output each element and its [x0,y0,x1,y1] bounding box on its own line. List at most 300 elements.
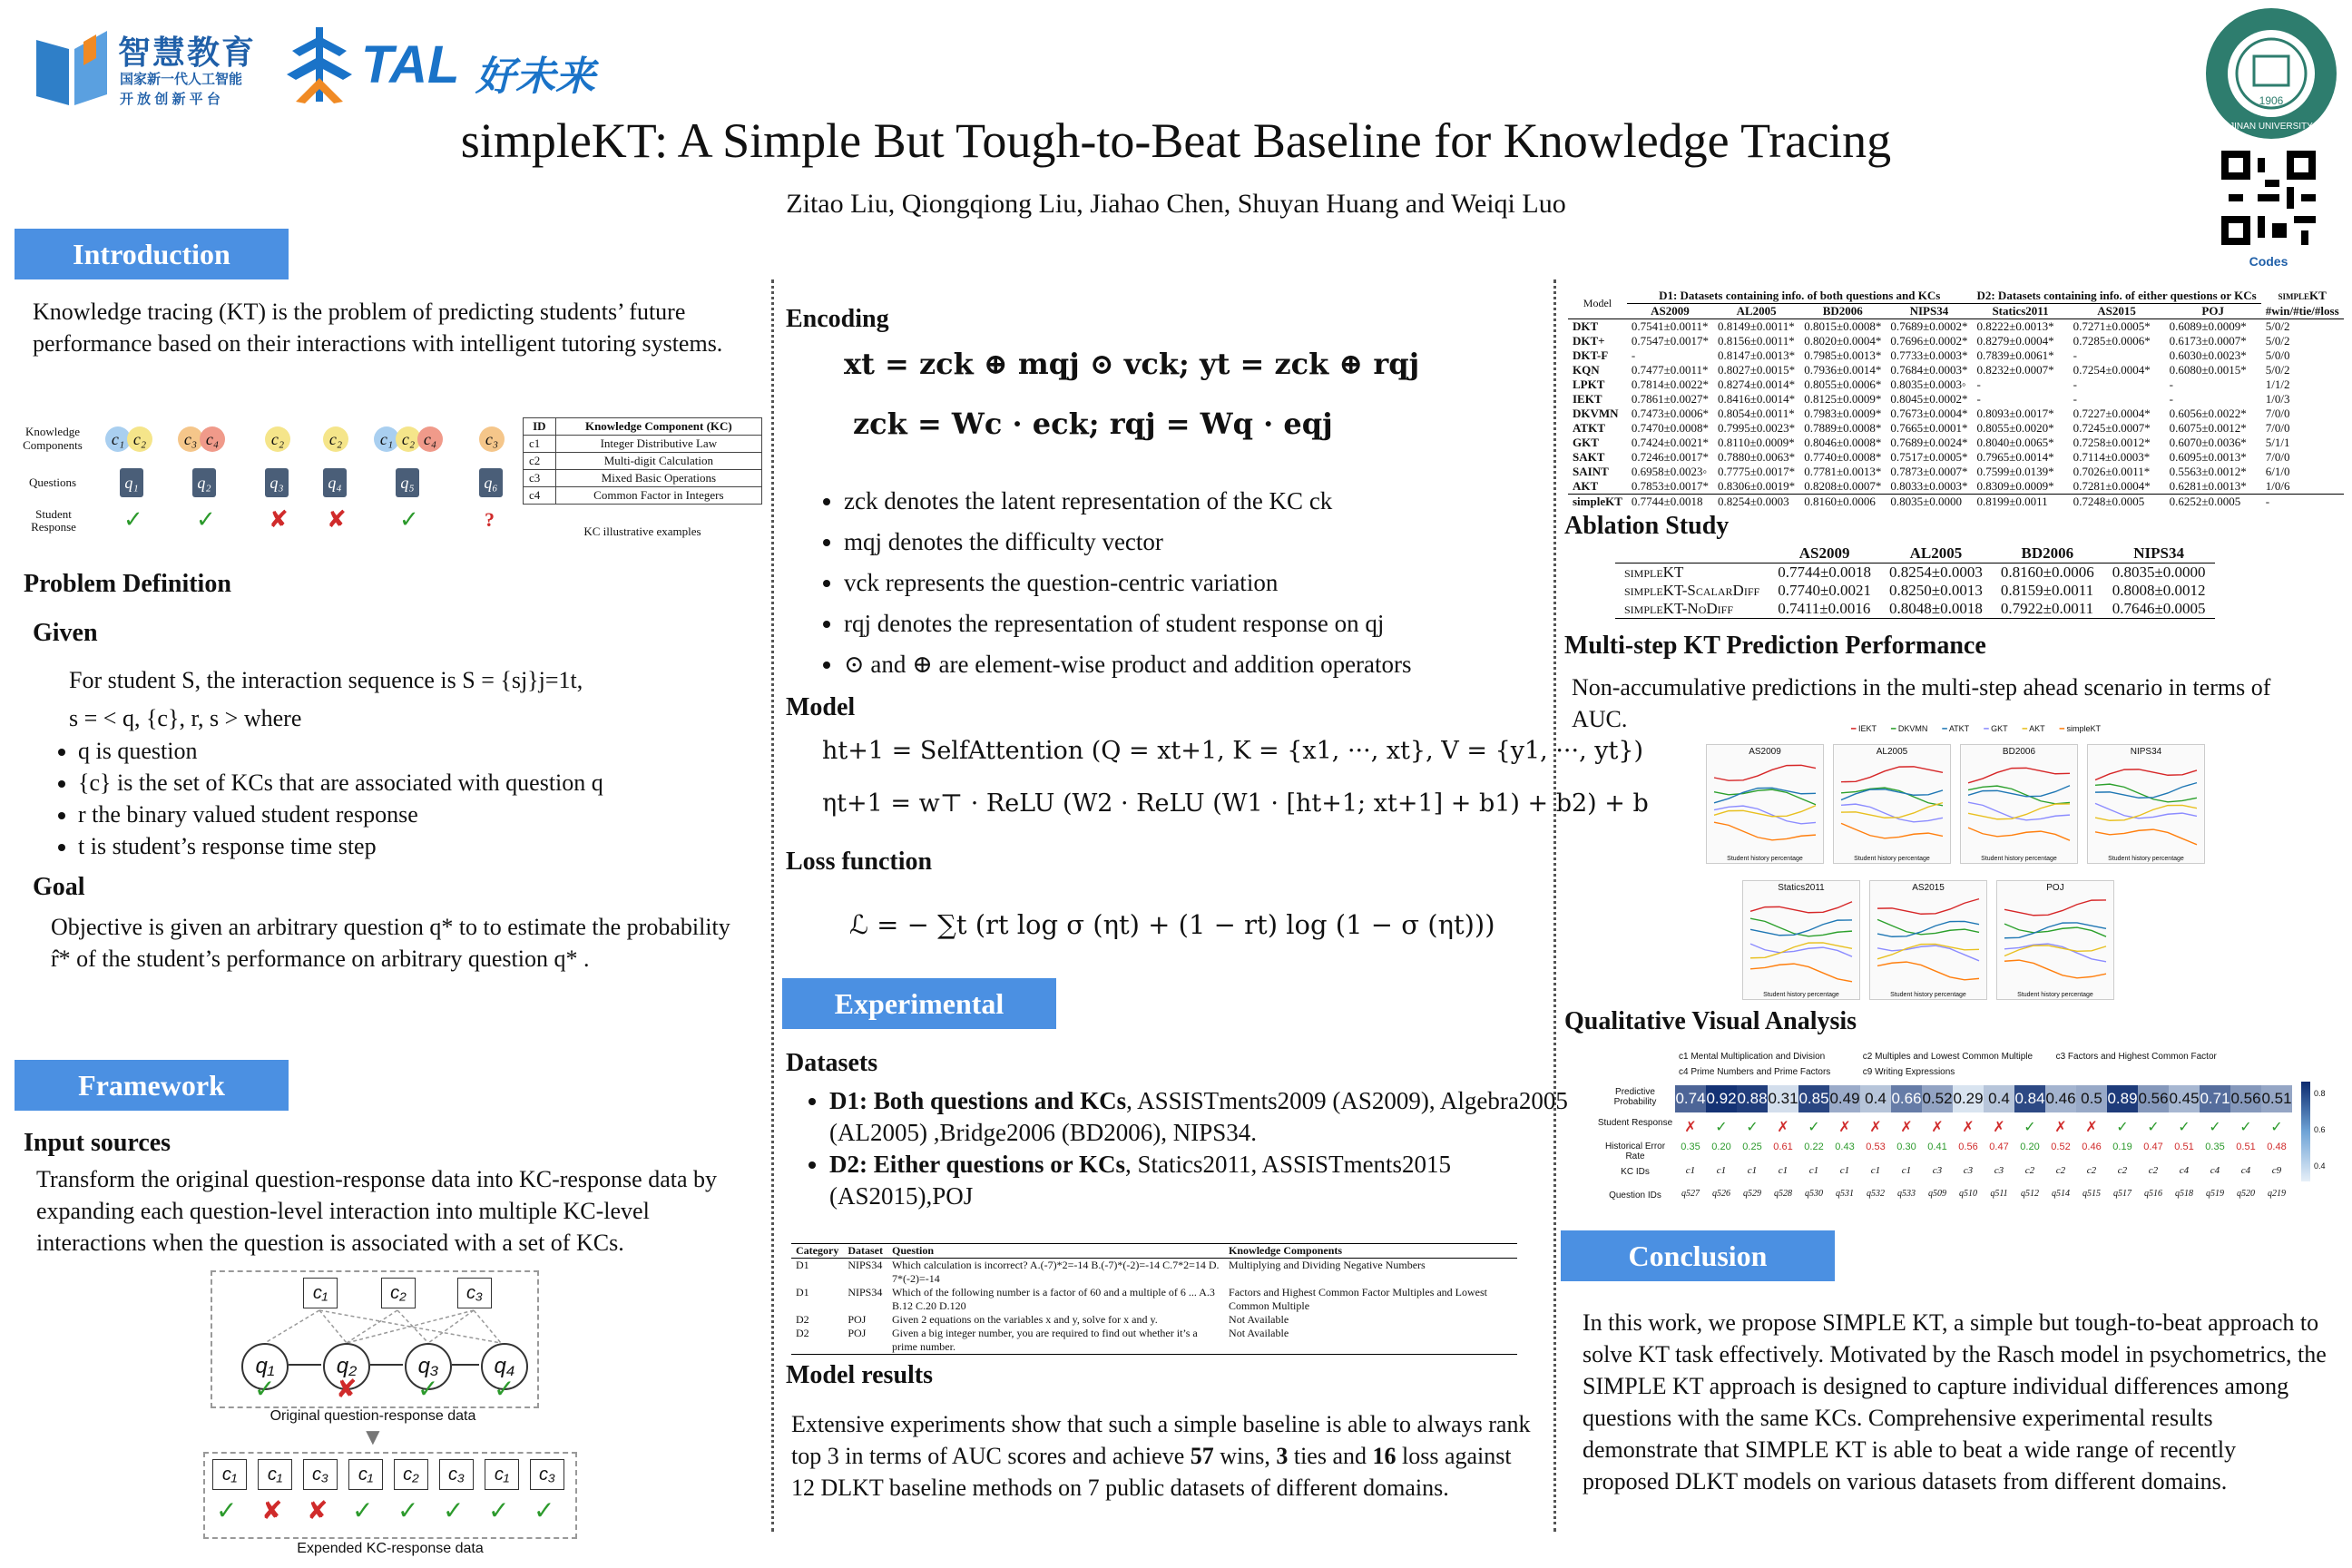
kc-table [523,417,762,505]
multistep-chart [1742,880,1860,1000]
kc-id-cell: c1 [1839,1165,1850,1176]
kc-id-cell: c1 [1901,1165,1912,1176]
cat-table-header: Category [791,1244,843,1259]
result-cell: - [1631,348,1636,362]
kc-id-cell: c4 [2210,1165,2220,1176]
kc-id: c2 [524,453,556,470]
result-cell: 0.8125±0.0009* [1804,392,1882,406]
response-row [1675,1118,2292,1138]
question-icon: q₅ [396,468,419,497]
kc-id-cell: c4 [2240,1165,2251,1176]
codes-label: Codes [2249,254,2288,269]
tal-cn-text: 好未来 [475,54,595,99]
check-icon: ✓ [196,506,216,533]
kc-id-cell: c2 [2117,1165,2128,1176]
results-simplekt-header: simpleKT [2278,289,2327,303]
result-cell: 0.7689±0.0024* [1890,436,1968,449]
dataset-d2-label: D2: Either questions or KCs [829,1151,1126,1178]
kc-circle: c₄ [200,426,225,452]
kc-circle: c₃ [178,426,203,452]
series-line [1841,789,1943,800]
response-mark: ✓ [2147,1120,2160,1135]
result-cell: 0.7246±0.0017* [1631,450,1710,464]
question-id-cell: q526 [1712,1189,1730,1199]
result-cell: 0.7281±0.0004* [2073,479,2151,493]
result-cell: 0.7477±0.0011* [1631,363,1709,377]
loss-function-heading: Loss function [786,848,933,876]
check-icon: ✓ [494,1375,515,1403]
loss-count: 16 [1372,1443,1396,1469]
response-mark: ✗ [1777,1120,1789,1135]
row-label-questions: Questions [29,475,76,489]
colorbar-tick: 0.8 [2314,1089,2326,1098]
datasets-heading: Datasets [786,1049,878,1077]
chart-xlabel: Student history percentage [1981,856,2057,862]
table-row [1568,436,2344,450]
chart-xlabel: Student history percentage [1854,856,1930,862]
question-id-cell: q509 [1928,1189,1946,1199]
results-text-part: Extensive experiments show that such a simple baseline is able to always rank top 3 in terms of AUC scores and achieve [791,1411,1531,1469]
results-table-body [1568,319,2344,510]
row-label-error: Historical Error Rate [1604,1142,1666,1161]
cat-cell: Multiplying and Dividing Negative Numbers [1229,1259,1426,1271]
error-rate-cell: 0.51 [2236,1142,2256,1152]
ablation-col-header: AL2005 [1909,544,1963,562]
kc-name: Integer Distributive Law [555,436,761,453]
chart-xlabel: Student history percentage [2108,856,2184,862]
result-cell: 0.7689±0.0002* [1890,319,1968,333]
column-divider-left [771,279,774,1532]
model-name: SAKT [1573,450,1605,464]
series-line [1750,918,1852,936]
check-icon: ✓ [488,1496,510,1524]
cross-icon: ✘ [336,1375,358,1403]
legend-item: ━ DKVMN [1890,724,1928,733]
results-col-header: AS2015 [2097,304,2136,318]
model-heading: Model [786,693,856,721]
result-cell: 0.8222±0.0013* [1976,319,2054,333]
kc-id: c1 [524,436,556,453]
ablation-cell: 0.7922±0.0011 [2000,600,2094,617]
question-id-cell: q519 [2206,1189,2224,1199]
result-cell: 0.7254±0.0004* [2073,363,2151,377]
framework-text: Transform the original question-response data into KC-response data by expanding each question-level interaction into multiple KC-level interactions when the question is associated with a set of KCs. [36,1166,718,1256]
result-cell: 0.8046±0.0008* [1804,436,1882,449]
question-id-cell: q219 [2268,1189,2286,1199]
expanded-data-box [203,1452,577,1539]
qualitative-heading: Qualitative Visual Analysis [1564,1007,1857,1035]
multistep-chart [1833,744,1951,864]
result-cell: 0.7889±0.0008* [1804,421,1882,435]
column-divider-right [1553,279,1556,1532]
model-name: SAINT [1573,465,1609,478]
table-row [791,1286,1517,1313]
chart-xlabel: Student history percentage [2017,992,2093,998]
result-cell: 0.6095±0.0013* [2169,450,2247,464]
table-row [1568,450,2344,465]
cat-table-header: Dataset [843,1244,887,1259]
encoding-heading: Encoding [786,305,889,333]
kc-id-cell: c3 [1932,1165,1943,1176]
model-name: DKT+ [1573,334,1605,348]
result-cell: 0.7665±0.0001* [1890,421,1968,435]
table-row [1615,582,2215,600]
series-line [1841,823,1943,838]
wins-count: 57 [1190,1443,1214,1469]
response-mark: ✗ [1900,1120,1913,1135]
kc-id-cell: c2 [2055,1165,2066,1176]
seal-year: 1906 [2259,94,2284,107]
error-rate-cell: 0.41 [1927,1142,1947,1152]
model-name: LPKT [1573,377,1605,391]
result-cell: 0.7861±0.0027* [1631,392,1710,406]
result-cell: 0.7733±0.0003* [1890,348,1968,362]
given-line1: For student S, the interaction sequence is S = {sj}j=1t, [69,667,583,693]
cross-icon: ✘ [261,1496,283,1524]
series-line [1714,765,1816,780]
error-rate-cell: 0.19 [2112,1142,2132,1152]
kc-table-caption: KC illustrative examples [583,524,701,538]
given-line2: s = < q, {c}, r, s > where [69,705,302,731]
result-cell: - [2169,392,2173,406]
kc-circle: c₂ [396,426,421,452]
ablation-model: simpleKT [1624,564,1684,581]
ablation-cell: 0.8254±0.0003 [1889,564,1983,581]
row-label-response: Student Response [31,507,76,534]
series-line [2095,829,2197,845]
ablation-heading: Ablation Study [1564,512,1730,540]
response-mark: ✓ [1746,1120,1759,1135]
kc-id-cell: c1 [1808,1165,1819,1176]
zhihui-logo [33,22,260,113]
result-cell: 0.7744±0.0018 [1631,495,1703,508]
table-row [1568,377,2344,392]
ablation-cell: 0.8159±0.0011 [2000,582,2094,599]
encoding-equation-2: zck = Wc · eck; rqj = Wq · eqj [853,407,1333,441]
cat-cell: Which calculation is incorrect? A.(-7)*2=-14 B.(-7)*(-2)=-14 C.7*2=14 D. 7*(-2)=-14 [891,1259,1220,1285]
conclusion-heading: Conclusion [1561,1230,1835,1281]
model-name: DKVMN [1573,407,1619,420]
probability-cell: 0.89 [2107,1085,2138,1112]
kc-legend [1679,1049,2241,1080]
chart-xlabel: Student history percentage [1890,992,1966,998]
check-icon: ✓ [417,1375,439,1403]
result-cell: 0.8035±0.0000 [1890,495,1962,508]
error-rate-cell: 0.20 [1711,1142,1731,1152]
error-rate-cell: 0.43 [1835,1142,1855,1152]
encoding-bullets [813,481,1570,685]
question-id-cell: q512 [2021,1189,2039,1199]
question-node: q₁ [241,1343,289,1390]
cat-cell: NIPS34 [848,1286,883,1298]
table-row [791,1327,1517,1355]
ablation-model: simpleKT-ScalarDiff [1624,582,1760,599]
model-name: DKT [1573,319,1599,333]
kc-box: c₃ [457,1278,492,1308]
kc-legend-item: c1 Mental Multiplication and Division [1679,1052,1826,1062]
ties-count: 3 [1276,1443,1289,1469]
cat-cell: Given a big integer number, you are required to find out whether it’s a prime number. [891,1327,1198,1353]
question-id-cell: q530 [1805,1189,1823,1199]
question-node: q₃ [405,1343,452,1390]
kc-id-cell: c1 [1747,1165,1758,1176]
response-mark: ✗ [1962,1120,1975,1135]
dataset-d2 [829,1149,1573,1212]
colorbar [2301,1082,2310,1181]
question-icon: q₁ [120,468,143,497]
org-cn-sub2: 开 放 创 新 平 台 [120,92,220,107]
chart-title: BD2006 [2002,747,2036,757]
series-line [1714,789,1816,805]
authors: Zitao Liu, Qiongqiong Liu, Jiahao Chen, Shuyan Huang and Weiqi Luo [786,189,1566,219]
result-cell: 0.6075±0.0012* [2169,421,2247,435]
response-mark: ✓ [2024,1120,2036,1135]
probability-cell: 0.88 [1737,1085,1768,1112]
kc-id-cell: c9 [2271,1165,2282,1176]
result-cell: 0.8160±0.0006 [1804,495,1876,508]
expanded-data-caption: Expended KC-response data [297,1541,484,1556]
goal-text: Objective is given an arbitrary question q* to to estimate the probability r̂* of the student’s performance on arbitrary question q* . [51,914,730,972]
model-equation-2: ηt+1 = w⊤ · ReLU (W2 · ReLU (W1 · [ht+1; xt+1] + b1) + b2) + b [822,789,1649,818]
cat-cell: Not Available [1229,1313,1289,1326]
kc-circle: c₂ [323,426,348,452]
result-cell: 0.8147±0.0013* [1718,348,1796,362]
table-row [1568,465,2344,479]
result-cell: 1/0/3 [2265,392,2290,406]
encoding-bullet: • mqj denotes the difficulty vector [844,522,1570,563]
probability-cell: 0.52 [1922,1085,1953,1112]
arrow-down-icon: ▼ [361,1423,385,1450]
row-label-kc: Knowledge Components [23,425,83,452]
check-icon: ✓ [443,1496,465,1524]
legend-item: ━ IEKT [1851,724,1877,733]
error-rate-cell: 0.35 [2205,1142,2225,1152]
kc-circle: c₁ [105,426,131,452]
kc-box: c₁ [303,1278,338,1308]
book-icon [33,22,111,109]
error-rate-cell: 0.53 [1866,1142,1886,1152]
result-cell: - [2073,348,2077,362]
response-mark: ✓ [2116,1120,2129,1135]
result-cell: 0.7965±0.0014* [1976,450,2054,464]
results-col-header: POJ [2201,304,2224,318]
encoding-equation-1: xt = zck ⊕ mqj ⊙ vck; yt = zck ⊕ rqj [844,347,1420,381]
model-name: ATKT [1573,421,1605,435]
error-rate-cell: 0.48 [2267,1142,2287,1152]
question-id-cell: q514 [2052,1189,2070,1199]
result-cell: - [1976,392,1981,406]
model-results-text [791,1408,1535,1504]
kc-circle: c₂ [127,426,152,452]
ablation-cell: 0.8008±0.0012 [2112,582,2206,599]
probability-cell: 0.31 [1768,1085,1798,1112]
question-icon: q₃ [265,468,289,497]
check-icon: ✓ [534,1496,555,1524]
result-cell: 0.7673±0.0004* [1890,407,1968,420]
result-cell: 1/1/2 [2265,377,2290,391]
result-cell: 7/0/0 [2265,450,2290,464]
model-name: GKT [1573,436,1599,449]
result-cell: 0.7541±0.0011* [1631,319,1709,333]
kc-box: c₁ [485,1459,519,1490]
table-row [1568,319,2344,335]
intro-text: Knowledge tracing (KT) is the problem of predicting students’ future performance based on their interactions with intelligent tutoring systems. [33,299,723,357]
results-d1-header: D1: Datasets containing info. of both questions and KCs [1627,289,1973,304]
result-cell: 0.7470±0.0008* [1631,421,1710,435]
cat-cell: D2 [796,1313,809,1326]
result-cell: 0.7599±0.0139* [1976,465,2054,478]
cat-cell: D1 [796,1286,809,1298]
datasets-list [799,1085,1573,1212]
question-node: q₄ [481,1343,528,1390]
legend-item: ━ simpleKT [2059,724,2102,733]
dataset-d1-label: D1: Both questions and KCs [829,1087,1127,1114]
error-rate-cell: 0.51 [2174,1142,2194,1152]
check-icon: ✓ [216,1496,238,1524]
kc-id-cell: c1 [1716,1165,1727,1176]
table-row [1568,495,2344,510]
multistep-chart [1996,880,2114,1000]
tal-tree-icon [283,24,356,105]
response-mark: ✗ [1684,1120,1697,1135]
result-cell: 0.8055±0.0006* [1804,377,1882,391]
legend-item: ━ GKT [1984,724,2008,733]
error-rate-cell: 0.20 [2020,1142,2040,1152]
result-cell: 0.5563±0.0012* [2169,465,2247,478]
error-rate-cell: 0.22 [1804,1142,1824,1152]
result-cell: 5/0/2 [2265,319,2290,333]
result-cell: 0.8027±0.0015* [1718,363,1796,377]
chart-xlabel: Student history percentage [1727,856,1803,862]
tal-text: TAL [361,35,460,94]
series-line [1714,822,1816,840]
result-cell: 0.6070±0.0036* [2169,436,2247,449]
chart-title: AS2009 [1749,747,1781,757]
kc-illustration-figure [16,414,762,546]
question-id-cell: q527 [1681,1189,1700,1199]
error-rate-cell: 0.35 [1681,1142,1700,1152]
result-cell: 0.8110±0.0009* [1718,436,1795,449]
cat-table-header: Knowledge Components [1224,1244,1517,1259]
probability-cell: 0.71 [2200,1085,2230,1112]
question-id-cell: q518 [2175,1189,2193,1199]
result-cell: 0.8309±0.0009* [1976,479,2054,493]
model-equation-1: ht+1 = SelfAttention (Q = xt+1, K = {x1, ···, xt}, V = {y1, ···, yt}) [822,737,1644,765]
kc-box: c₁ [258,1459,292,1490]
results-d2-header: D2: Datasets containing info. of either questions or KCs [1972,289,2260,304]
model-name: DKT-F [1573,348,1609,362]
cross-icon: ✘ [307,1496,328,1524]
introduction-heading: Introduction [15,229,289,279]
question-icon: q₆ [479,468,503,497]
kc-legend-item: c9 Writing Expressions [1862,1067,1955,1077]
cat-cell: D2 [796,1327,809,1339]
kc-circle: c₄ [417,426,443,452]
result-cell: 0.8093±0.0017* [1976,407,2054,420]
result-cell: - [1976,377,1981,391]
ablation-cell: 0.7646±0.0005 [2112,600,2206,617]
probability-cell: 0.51 [2261,1085,2292,1112]
probability-cell: 0.29 [1953,1085,1984,1112]
question-node: q₂ [323,1343,370,1390]
ablation-cell: 0.7411±0.0016 [1778,600,1871,617]
error-rate-cell: 0.47 [2143,1142,2163,1152]
probability-cell: 0.49 [1829,1085,1860,1112]
result-cell: 0.7740±0.0008* [1804,450,1882,464]
question-id-cell: q516 [2144,1189,2162,1199]
probability-cell: 0.4 [1860,1085,1891,1112]
response-mark: ✗ [1838,1120,1851,1135]
question-id-cell: q528 [1774,1189,1792,1199]
chart-xlabel: Student history percentage [1763,992,1839,998]
result-cell: 0.7227±0.0004* [2073,407,2151,420]
cat-cell: D1 [796,1259,809,1271]
error-rate-cell: 0.56 [1958,1142,1978,1152]
cat-cell: POJ [848,1313,867,1326]
kc-legend-item: c3 Factors and Highest Common Factor [2055,1052,2217,1062]
kc-box: c₃ [530,1459,564,1490]
encoding-bullet: • zck denotes the latent representation of the KC ck [844,481,1570,522]
tal-logo [283,20,610,107]
row-label-kc: KC IDs [1621,1167,1650,1177]
multistep-chart [1706,744,1824,864]
kc-box: c₂ [381,1278,416,1308]
result-cell: 0.8045±0.0002* [1890,392,1968,406]
chart-title: POJ [2046,883,2064,893]
kc-table-kc-header: Knowledge Component (KC) [555,418,761,436]
kc-name: Multi-digit Calculation [555,453,761,470]
cat-table-header: Question [887,1244,1224,1259]
error-rate-cell: 0.46 [2082,1142,2102,1152]
probability-cell: 0.46 [2045,1085,2076,1112]
multistep-chart [1869,880,1987,1000]
kc-id-row [1675,1165,2292,1183]
probability-cell: 0.45 [2169,1085,2200,1112]
model-name: simpleKT [1573,495,1622,508]
question-id-cell: q532 [1867,1189,1885,1199]
result-cell: 0.7114±0.0003* [2073,450,2151,464]
result-cell: 0.8033±0.0003* [1890,479,1968,493]
result-cell: 0.8040±0.0065* [1976,436,2054,449]
series-line [2004,960,2106,978]
ablation-cell: 0.8250±0.0013 [1889,582,1983,599]
problem-definition-heading: Problem Definition [24,570,231,598]
dataset-d1-text: , ASSISTments2009 (AS2009), Algebra2005 (AL2005) ,Bridge2006 (BD2006), NIPS34. [829,1087,1568,1146]
check-icon: ✓ [397,1496,419,1524]
model-name: IEKT [1573,392,1602,406]
kc-legend-item: c2 Multiples and Lowest Common Multiple [1862,1052,2034,1062]
ablation-cell: 0.8160±0.0006 [2000,564,2094,581]
question-id-cell: q529 [1743,1189,1761,1199]
table-row [1615,600,2215,619]
series-line [1877,962,1979,980]
goal-heading: Goal [33,873,85,901]
dataset-examples-table [791,1243,1517,1355]
response-mark: ✗ [1993,1120,2005,1135]
chart-title: NIPS34 [2130,747,2162,757]
results-text-part: ties and [1288,1443,1373,1469]
ablation-cell: 0.7744±0.0018 [1778,564,1872,581]
probability-cell: 0.56 [2230,1085,2261,1112]
response-mark: ✗ [1931,1120,1944,1135]
result-cell: 6/1/0 [2265,465,2290,478]
result-cell: 0.7285±0.0006* [2073,334,2151,348]
result-cell: 0.8020±0.0004* [1804,334,1882,348]
kc-box: c₁ [348,1459,383,1490]
encoding-bullet: • vck represents the question-centric variation [844,563,1570,603]
results-model-header: Model [1583,297,1612,309]
encoding-bullet: • ⊙ and ⊕ are element-wise product and addition operators [844,644,1570,685]
